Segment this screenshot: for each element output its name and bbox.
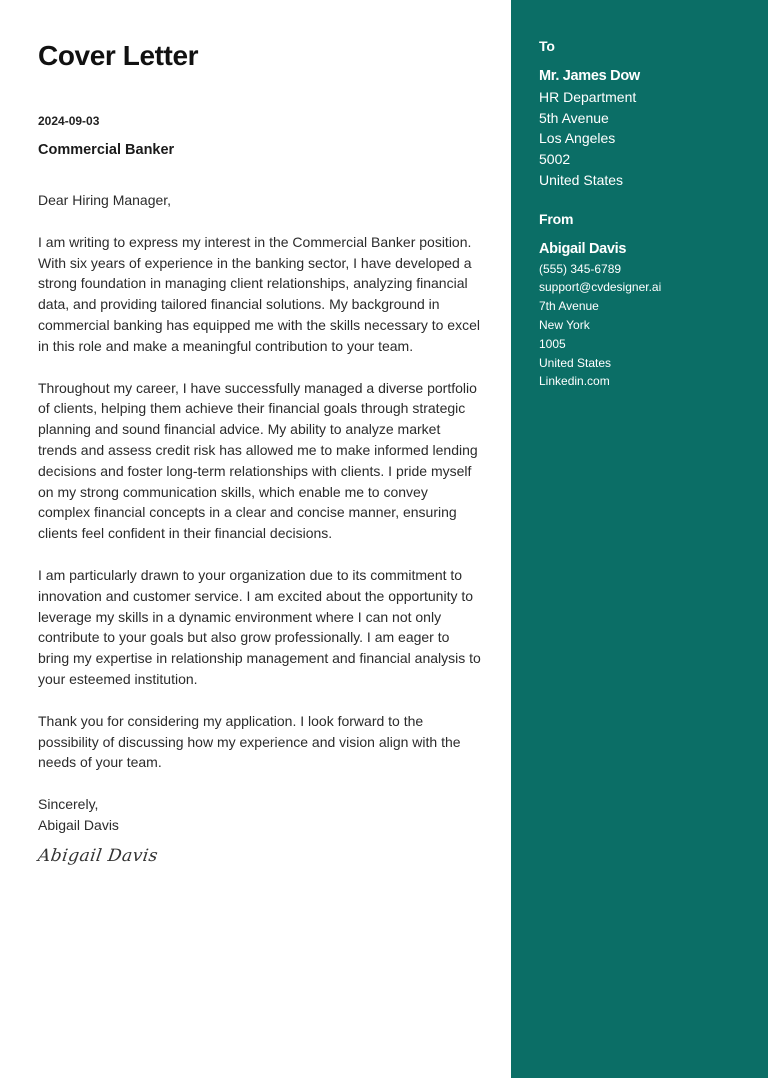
page-title: Cover Letter [38,40,199,71]
recipient-street: 5th Avenue [539,109,609,126]
sender-phone: (555) 345-6789 [539,261,622,276]
recipient-zip: 5002 [539,151,571,168]
closing-block [38,794,483,836]
greeting: Dear Hiring Manager, [38,192,172,208]
sidebar-content [539,38,759,391]
body-paragraph-4: Thank you for considering my application. I look forward to the possibility of discussing how my experience and vision align with the needs of your team. [38,712,461,771]
sender-country: United States [539,355,612,370]
sender-email: support@cvdesigner.ai [539,280,662,295]
recipient-department: HR Department [539,88,637,105]
closing-salutation: Sincerely, [38,796,99,813]
sender-website: Linkedin.com [539,374,610,389]
recipient-block [539,38,759,191]
body-paragraph-2: Throughout my career, I have successfully managed a diverse portfolio of clients, helping them achieve their financial goals through strategic planning and sound financial advice. My ability to analyze market trends and assess credit risk has allowed me to make informed lending decisions and foster long-term relationships with clients. I pride myself on my strong communication skills, which enable me to convey complex financial concepts in a clear and concise manner, ensuring clients feel confident in their financial decisions. [38,379,478,542]
handwritten-signature: Abigail Davis [36,845,160,866]
sender-zip: 1005 [539,336,566,351]
contact-sidebar [511,0,768,1078]
recipient-country: United States [539,171,624,188]
recipient-heading: To [539,38,555,54]
recipient-name: Mr. James Dow [539,68,640,84]
recipient-city: Los Angeles [539,130,616,147]
letter-body [38,190,483,867]
sender-block [539,211,759,391]
body-paragraph-1: I am writing to express my interest in the Commercial Banker position. With six years of experience in the banking sector, I have developed a strong foundation in managing client relationships, analyzing financial data, and providing tailored financial solutions. My background in commercial banking has equipped me with the skills necessary to excel in this role and make a meaningful contribution to your team. [38,233,480,354]
sender-heading: From [539,210,574,227]
sender-name: Abigail Davis [539,240,627,257]
letter-date: 2024-09-03 [38,114,100,128]
sender-city: New York [539,317,590,332]
closing-name: Abigail Davis [38,816,119,833]
body-paragraph-3: I am particularly drawn to your organization due to its commitment to innovation and customer service. I am excited about the opportunity to leverage my skills in a dynamic environment where I can not only contribute to your goals but also grow professionally. I am eager to bring my expertise in relationship management and financial analysis to your esteemed institution. [38,566,481,687]
sender-street: 7th Avenue [539,299,599,314]
position-title: Commercial Banker [38,142,175,158]
